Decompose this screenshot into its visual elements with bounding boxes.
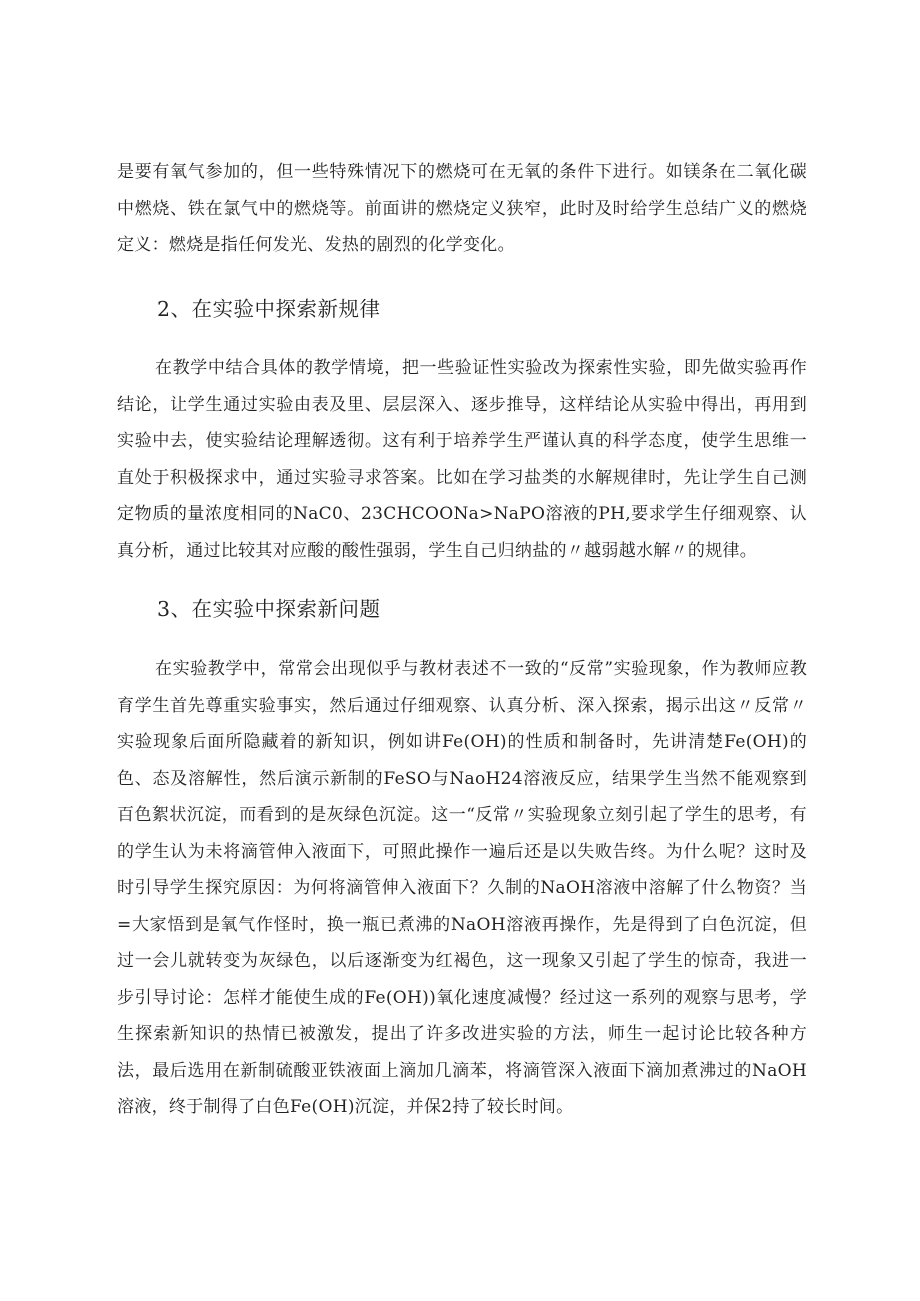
paragraph-explore-new-rules: 在教学中结合具体的教学情境，把一些验证性实验改为探索性实验，即先做实验再作结论，让学生通过实验由表及里、层层深入、逐步推导，这样结论从实验中得出，再用到实验中去，使实验结论理解透彻。这有利于培养学生严谨认真的科学态度，使学生思维一直处于积极探求中，通过实验寻求答案。比如在学习盐类的水解规律时，先让学生自己测定物质的量浓度相同的NaC0、23CHCOONa>NaPO溶液的PH,要求学生仔细观察、认真分析，通过比较其对应酸的酸性强弱，学生自己归纳盐的〃越弱越水解〃的规律。 [117,358,807,561]
paragraph-explore-new-problems: 在实验教学中，常常会出现似乎与教材表述不一致的“反常”实验现象，作为教师应教育学生首先尊重实验事实，然后通过仔细观察、认真分析、深入探索，揭示出这〃反常〃实验现象后面所隐藏着的新知识，例如讲Fe(OH)的性质和制备时，先讲清楚Fe(OH)的色、态及溶解性，然后演示新制的FeSO与NaoH24溶液反应，结果学生当然不能观察到百色絮状沉淀，而看到的是灰绿色沉淀。这一“反常〃实验现象立刻引起了学生的思考，有的学生认为未将滴管伸入液面下，可照此操作一遍后还是以失败告终。为什么呢？这时及时引导学生探究原因：为何将滴管伸入液面下？久制的NaOH溶液中溶解了什么物资？当=大家悟到是氧气作怪时，换一瓶已煮沸的NaOH溶液再操作，先是得到了白色沉淀，但过一会儿就转变为灰绿色，以后逐渐变为红褐色，这一现象又引起了学生的惊奇，我进一步引导讨论：怎样才能使生成的Fe(OH))氧化速度减慢？经过这一系列的观察与思考，学生探索新知识的热情已被激发，提出了许多改进实验的方法，师生一起讨论比较各种方法，最后选用在新制硫酸亚铁液面上滴加几滴苯，将滴管深入液面下滴加煮沸过的NaOH溶液，终于制得了白色Fe(OH)沉淀，并保2持了较长时间。 [117,659,807,1117]
section-heading-explore-new-problems: 3、在实验中探索新问题 [157,597,381,621]
paragraph-combustion-definition: 是要有氧气参加的，但一些特殊情况下的燃烧可在无氧的条件下进行。如镁条在二氧化碳中燃烧、铁在氯气中的燃烧等。前面讲的燃烧定义狭窄，此时及时给学生总结广义的燃烧定义：燃烧是指任何发光、发热的剧烈的化学变化。 [117,162,807,255]
section-heading-explore-new-rules: 2、在实验中探索新规律 [157,297,381,321]
